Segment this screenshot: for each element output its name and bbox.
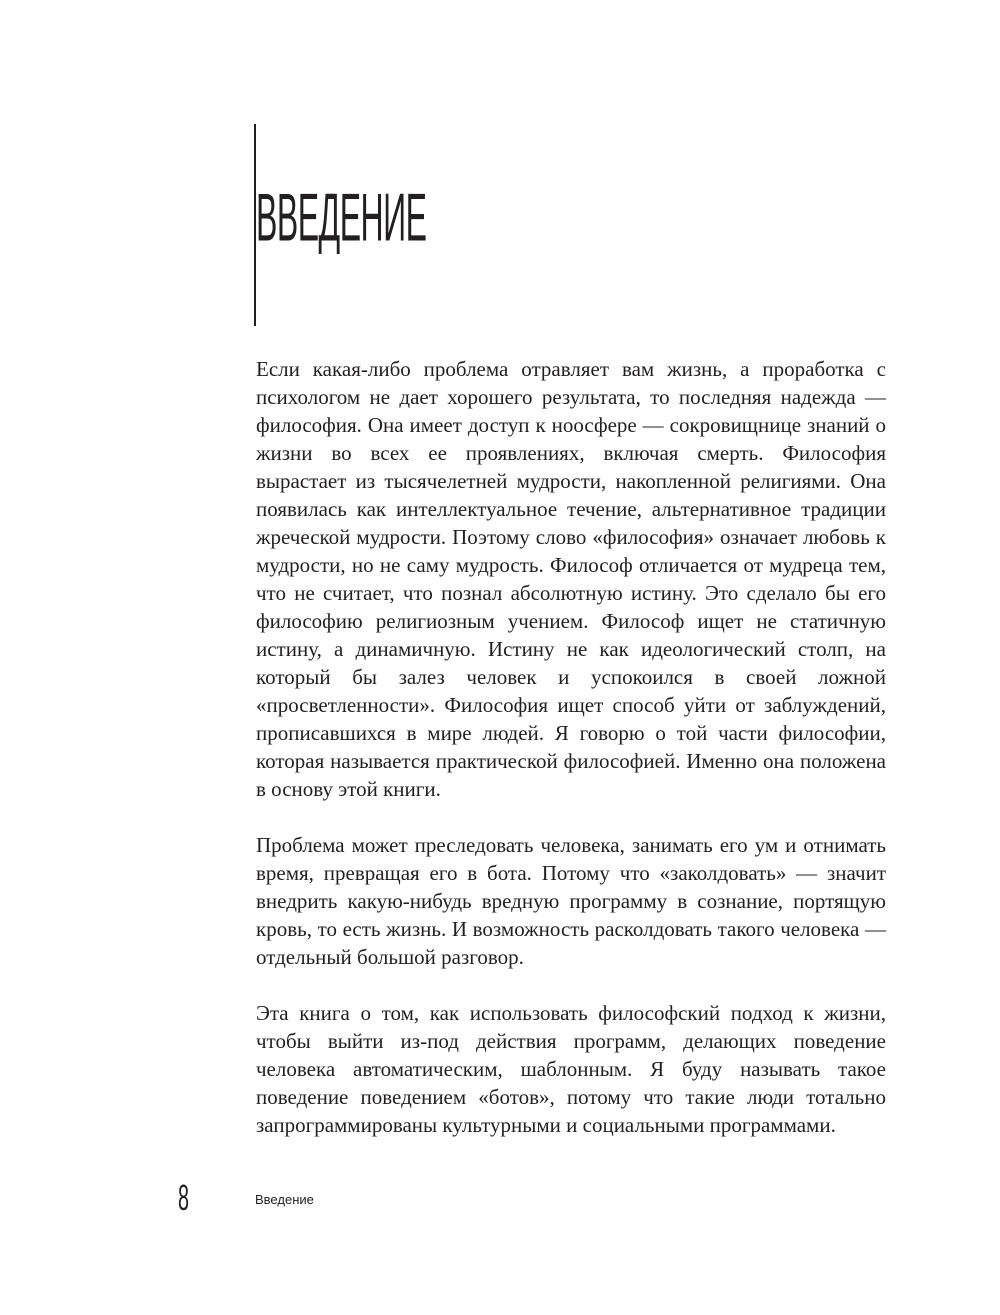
page-footer [178,1178,898,1228]
page-number: 8 [178,1177,190,1218]
chapter-title: ВВЕДЕНИЕ [256,178,427,256]
running-head: Введение [255,1192,314,1207]
paragraph-2: Проблема может преследовать человека, занимать его ум и отнимать время, превращая его в бота. Потому что «заколдовать» — значит внедрить какую-нибудь вредную программу в сознание, портящую кровь, то есть жизнь. И возможность расколдовать такого человека — отдельный большой разговор. [256,833,886,969]
paragraph-3: Эта книга о том, как использовать философский подход к жизни, чтобы выйти из-под действия программ, делающих поведение человека автоматическим, шаблонным. Я буду называть такое поведение поведением «ботов», потому что такие люди тотально запрограммированы культурными и социальными программами. [256,1001,886,1137]
paragraph-1: Если какая-либо проблема отравляет вам жизнь, а проработка с психологом не дает хорошего результата, то последняя надежда — философия. Она имеет доступ к ноосфере — сокровищнице знаний о жизни во всех ее проявлениях, включая смерть. Философия вырастает из тысячелетней мудрости, накопленной религиями. Она появилась как интеллектуальное течение, альтернативное традиции жреческой мудрости. Поэтому слово «философия» означает любовь к мудрости, но не саму мудрость. Философ отличается от мудреца тем, что не считает, что познал абсолютную истину. Это сделало бы его философию религиозным учением. Философ ищет не статичную истину, а динамичную. Истину не как идеологический столп, на который бы залез человек и успокоился в своей ложной «просветленности». Философия ищет способ уйти от заблуждений, прописавшихся в мире людей. Я говорю о той части философии, которая называется практической философией. Именно она положена в основу этой книги. [256,357,886,801]
body-text [256,355,886,1167]
